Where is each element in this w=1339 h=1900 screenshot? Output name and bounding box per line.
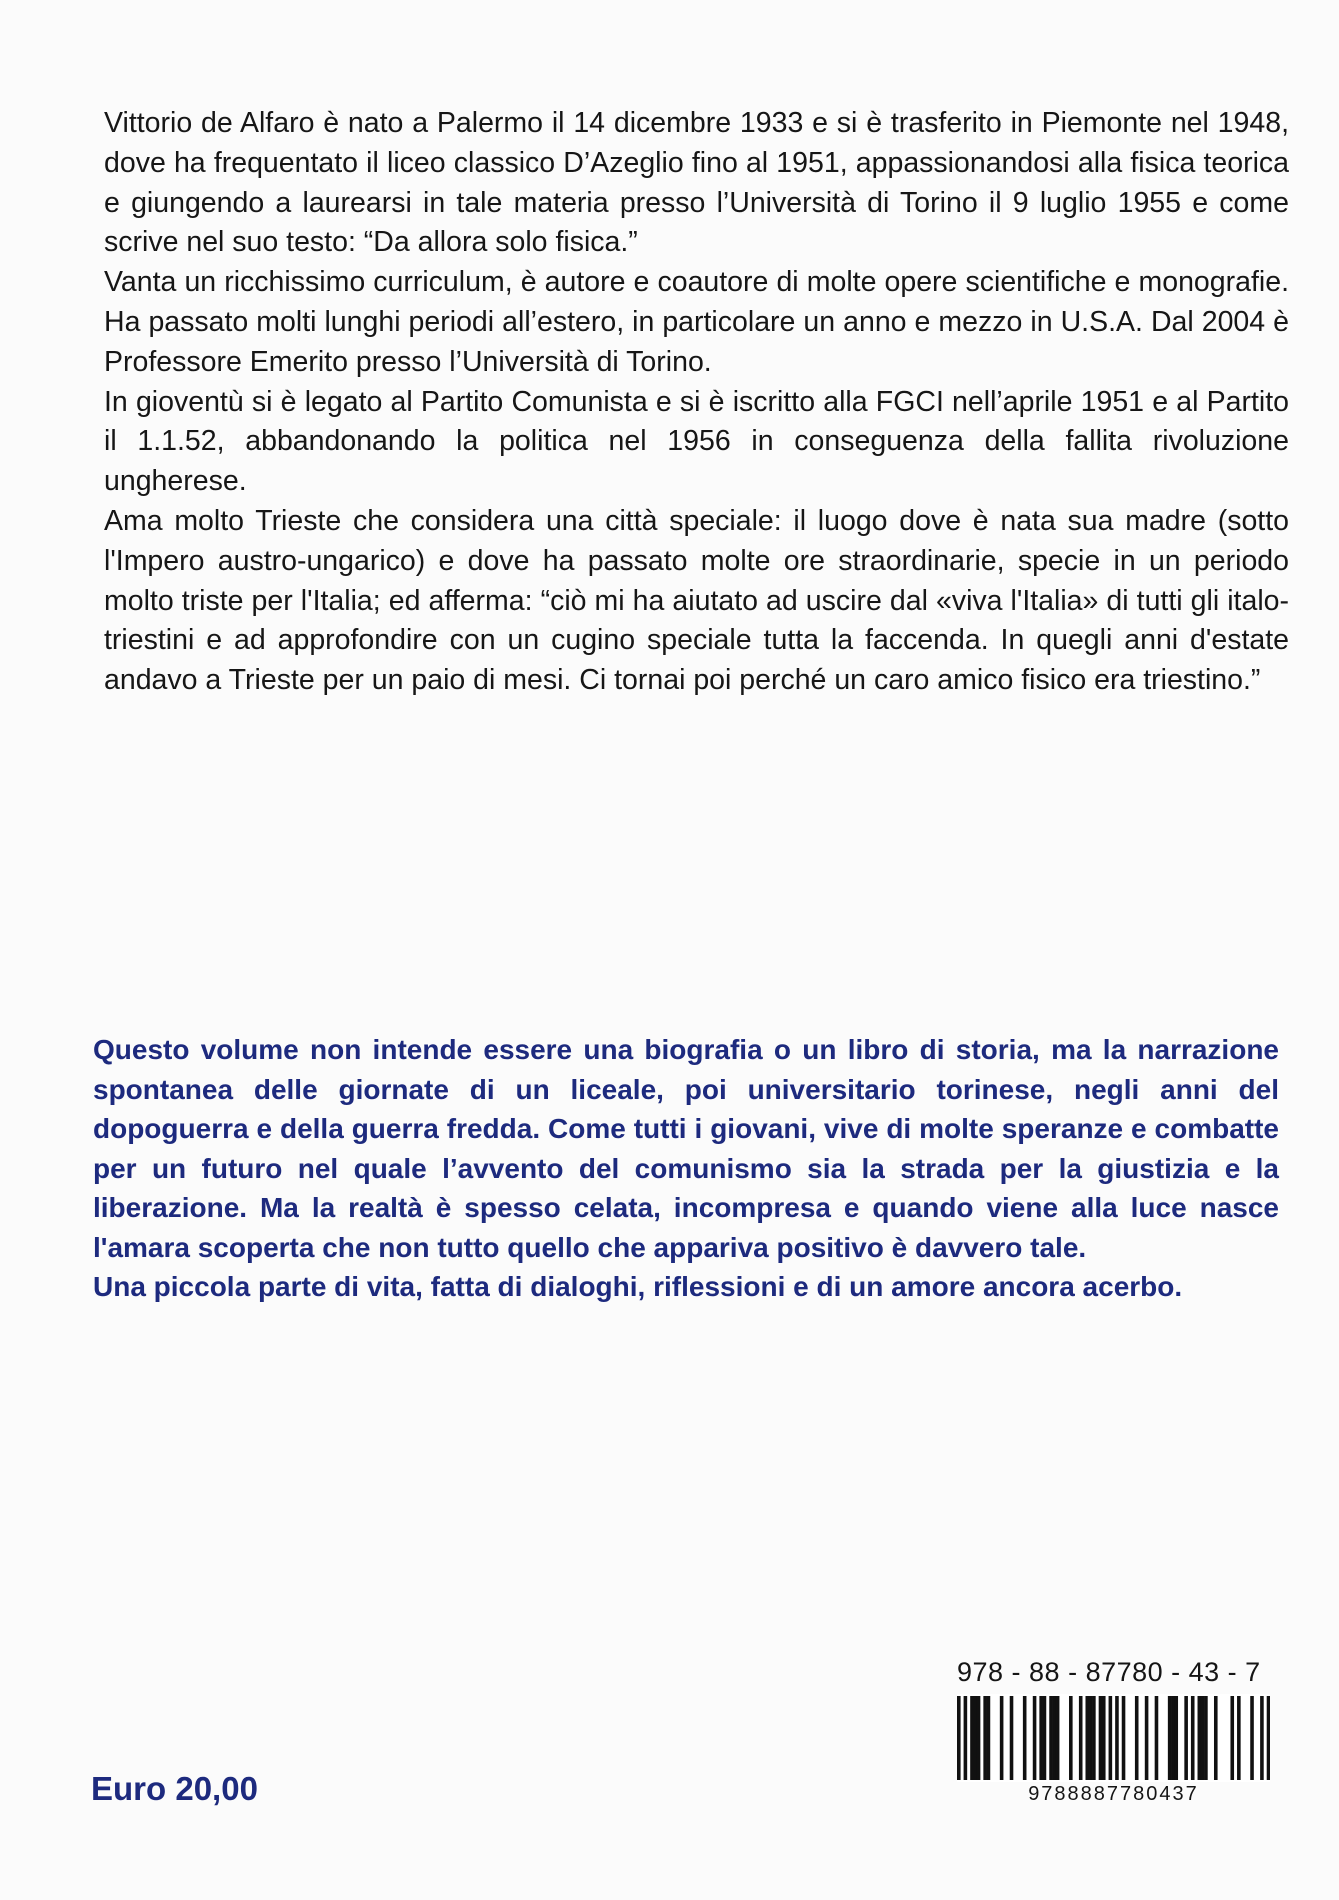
barcode-bar: [1109, 1696, 1113, 1780]
barcode-bar: [1010, 1696, 1014, 1780]
barcode-bar: [957, 1696, 961, 1780]
barcode-bar: [1122, 1696, 1126, 1780]
barcode-bar: [1267, 1696, 1270, 1780]
barcode-bar: [1049, 1696, 1053, 1780]
barcode-bar: [1092, 1696, 1096, 1780]
barcode-bar: [1214, 1696, 1218, 1780]
barcode-bar: [1145, 1696, 1149, 1780]
barcode-bar: [983, 1696, 987, 1780]
barcode-bar: [1043, 1696, 1047, 1780]
barcode-bar: [1201, 1696, 1205, 1780]
blurb-paragraph: Questo volume non intende essere una biografia o un libro di storia, ma la narrazione spontanea delle giornate di un liceale, poi universitario torinese, negli anni del dopoguerra e della guerra fredda. Come tutti i giovani, vive di molte speranze e combatte per un futuro nel quale l’avvento del comunismo sia la strada per la giustizia e la liberazione. Ma la realtà è spesso celata, incompresa e quando viene alla luce nasce l'amara scoperta che non tutto quello che appariva positivo è davvero tale.: [93, 1034, 1279, 1263]
barcode-bar: [1135, 1696, 1139, 1780]
barcode-bar: [1204, 1696, 1208, 1780]
barcode-bar: [964, 1696, 968, 1780]
isbn-number: 978 - 88 - 87780 - 43 - 7: [957, 1657, 1261, 1687]
barcode-bar: [1174, 1696, 1178, 1780]
barcode-bar: [977, 1696, 981, 1780]
barcode-bar: [1260, 1696, 1264, 1780]
ean-digits: 9788887780437: [1028, 1783, 1199, 1805]
barcode-bar: [1085, 1696, 1089, 1780]
barcode-bar: [1237, 1696, 1241, 1780]
barcode-bar: [1184, 1696, 1188, 1780]
barcode-bar: [1053, 1696, 1057, 1780]
barcode-bar: [1033, 1696, 1037, 1780]
price-label: Euro 20,00: [91, 1770, 258, 1807]
barcode-bar: [1198, 1696, 1202, 1780]
barcode-bar: [1191, 1696, 1195, 1780]
barcode-bar: [1099, 1696, 1103, 1780]
barcode-bar: [1069, 1696, 1073, 1780]
barcode-bar: [987, 1696, 991, 1780]
barcode-icon: [957, 1694, 1270, 1782]
barcode-bar: [1000, 1696, 1004, 1780]
barcode-bar: [1250, 1696, 1254, 1780]
barcode-bar: [1155, 1696, 1159, 1780]
barcode-bar: [1089, 1696, 1093, 1780]
author-biography: [104, 104, 1289, 701]
barcode-bar: [1023, 1696, 1027, 1780]
blurb-paragraph: Una piccola parte di vita, fatta di dialoghi, riflessioni e di un amore ancora acerbo.: [93, 1271, 1183, 1302]
barcode-bar: [1079, 1696, 1083, 1780]
barcode-bar: [1056, 1696, 1060, 1780]
barcode-bar: [1102, 1696, 1106, 1780]
isbn-barcode-block: [957, 1656, 1270, 1805]
bio-paragraph: Vanta un ricchissimo curriculum, è autore e coautore di molte opere scientifiche e monografie. Ha passato molti lunghi periodi all’estero, in particolare un anno e mezzo in U.S.A. Dal 2004 è Professore Emerito presso l’Università di Torino.: [104, 266, 1289, 378]
barcode-bar: [973, 1696, 977, 1780]
barcode-bar: [1168, 1696, 1172, 1780]
bio-paragraph: Ama molto Trieste che considera una città speciale: il luogo dove è nata sua madre (sotto l'Impero austro-ungarico) e dove ha passato molte ore straordinarie, specie in un periodo molto triste per l'Italia; ed afferma: “ciò mi ha aiutato ad uscire dal «viva l'Italia» di tutti gli italo-triestini e ad approfondire con un cugino speciale tutta la faccenda. In quegli anni d'estate andavo a Trieste per un paio di mesi. Ci tornai poi perché un caro amico fisico era triestino.”: [104, 504, 1289, 697]
barcode-bar: [1230, 1696, 1234, 1780]
barcode-bar: [1115, 1696, 1119, 1780]
barcode-bar: [1039, 1696, 1043, 1780]
bio-paragraph: In gioventù si è legato al Partito Comunista e si è iscritto alla FGCI nell’aprile 1951 e al Partito il 1.1.52, abbandonando la politica nel 1956 in conseguenza della fallita rivoluzione ungherese.: [104, 385, 1289, 498]
book-blurb: [93, 1030, 1279, 1307]
bio-paragraph: Vittorio de Alfaro è nato a Palermo il 14 dicembre 1933 e si è trasferito in Piemonte nel 1948, dove ha frequentato il liceo classico D’Azeglio fino al 1951, appassionandosi alla fisica teorica e giungendo a laurearsi in tale materia presso l’Università di Torino il 9 luglio 1955 e come scrive nel suo testo: “Da allora solo fisica.”: [104, 107, 1289, 259]
barcode-bar: [970, 1696, 974, 1780]
barcode-bar: [1171, 1696, 1175, 1780]
